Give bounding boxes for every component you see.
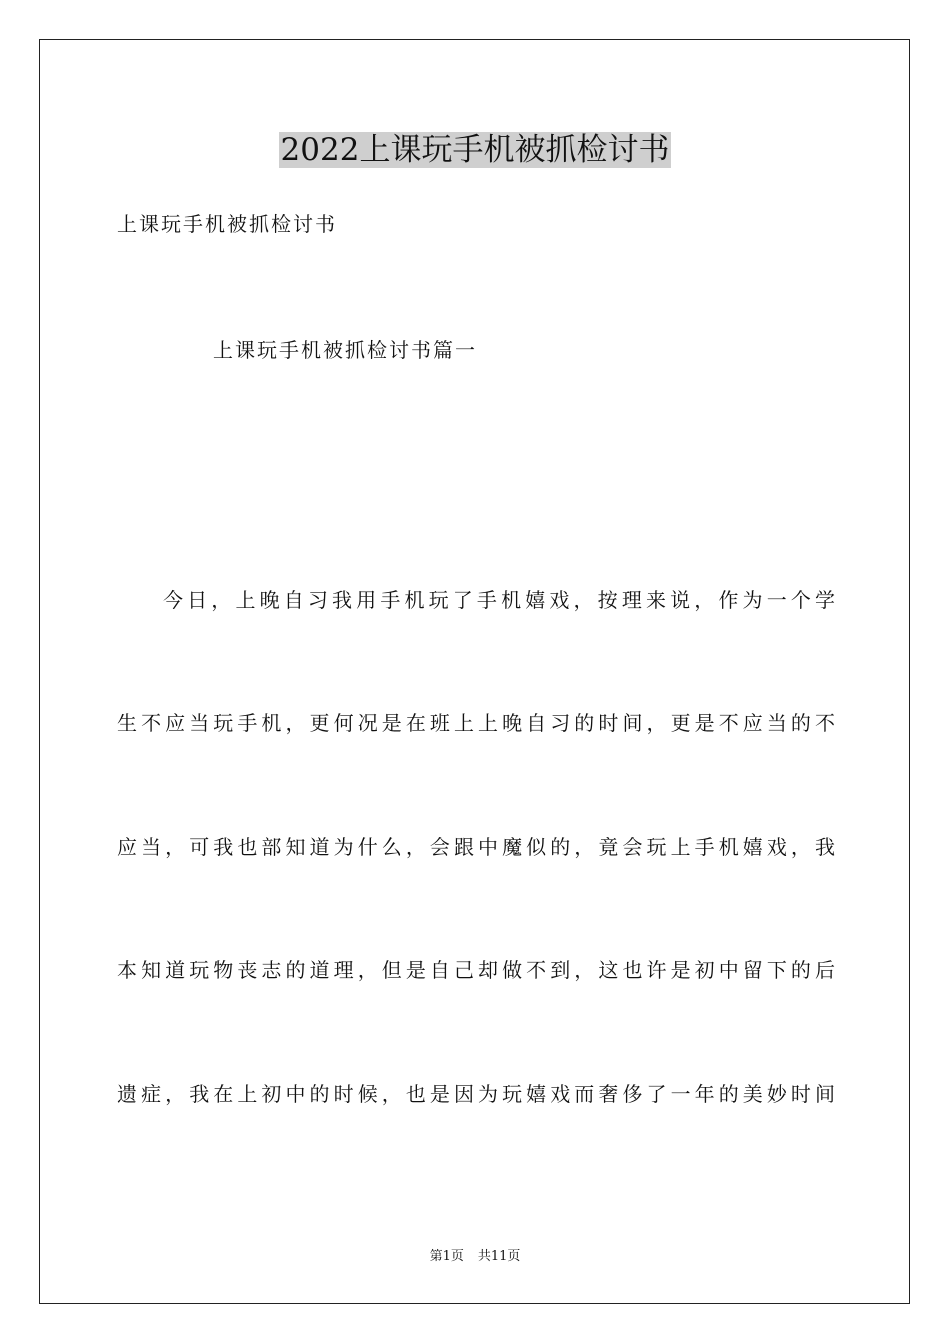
document-title-text: 2022上课玩手机被抓检讨书 <box>280 132 670 168</box>
document-title <box>0 128 950 172</box>
body-paragraph-line: 应当，可我也部知道为什么，会跟中魔似的，竟会玩上手机嬉戏，我 <box>117 835 835 859</box>
body-paragraph-line: 遗症，我在上初中的时候，也是因为玩嬉戏而奢侈了一年的美妙时间 <box>117 1082 835 1106</box>
document-subtitle: 上课玩手机被抓检讨书 <box>117 212 337 236</box>
page-total: 共11页 <box>477 1249 521 1264</box>
page-number: 第1页 <box>429 1249 464 1264</box>
body-paragraph-line: 生不应当玩手机，更何况是在班上上晚自习的时间，更是不应当的不 <box>117 711 835 735</box>
section-heading: 上课玩手机被抓检讨书篇一 <box>213 338 477 362</box>
body-paragraph-line: 本知道玩物丧志的道理，但是自己却做不到，这也许是初中留下的后 <box>117 958 835 982</box>
page-footer <box>0 1247 950 1267</box>
body-paragraph-line: 今日，上晚自习我用手机玩了手机嬉戏，按理来说，作为一个学 <box>163 588 835 612</box>
